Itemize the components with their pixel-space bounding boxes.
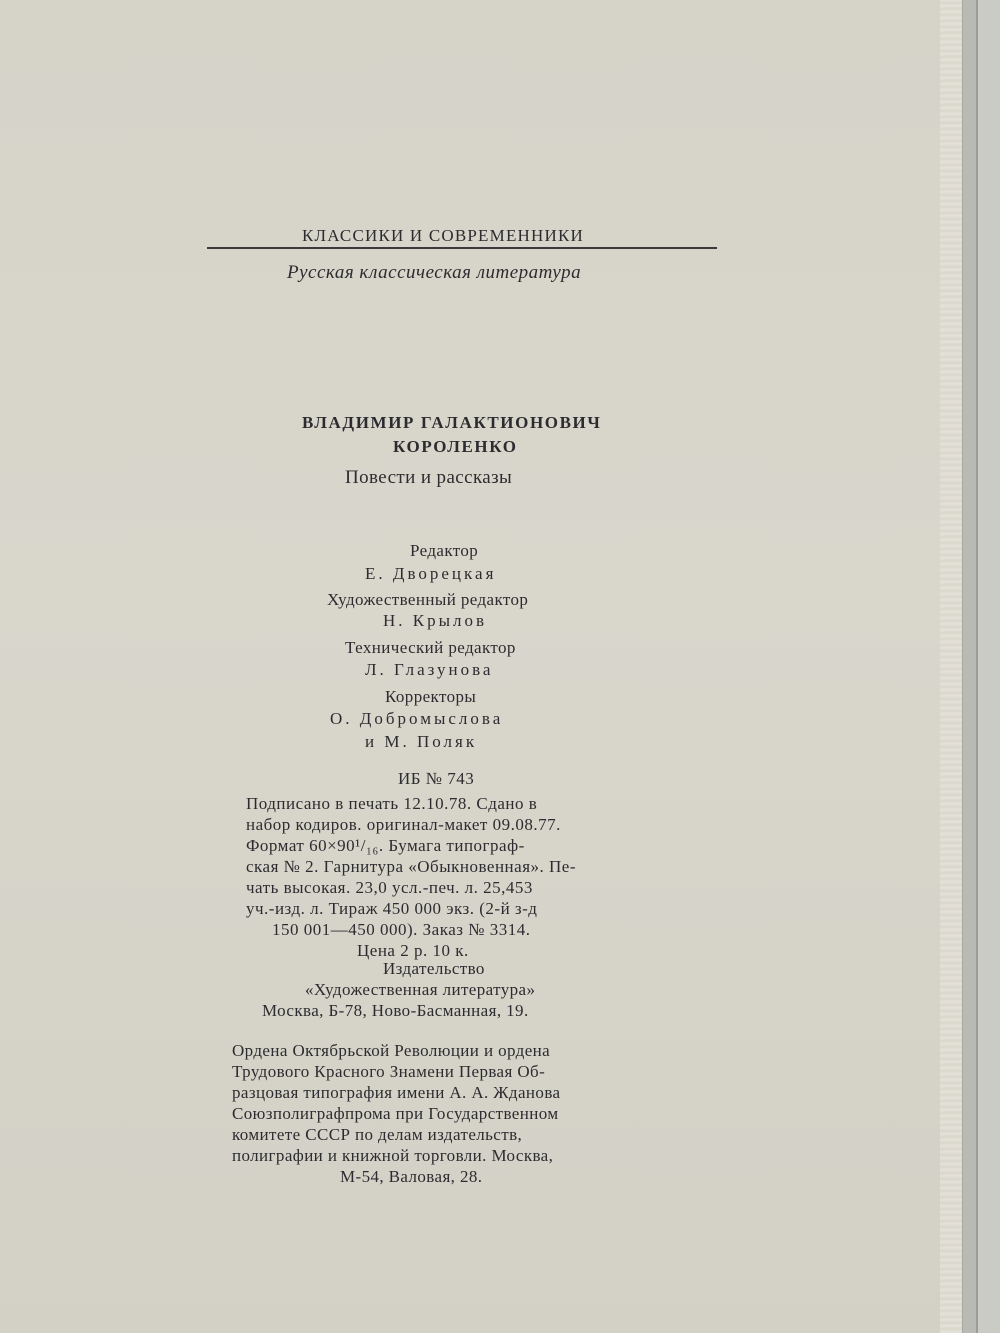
imprint-line: чать высокая. 23,0 усл.-печ. л. 25,453	[246, 878, 533, 897]
printer-line: разцовая типография имени А. А. Жданова	[232, 1083, 561, 1102]
imprint-line: Формат 60×90¹/₁₆. Бумага типограф-	[246, 836, 525, 855]
printer-line: М-54, Валовая, 28.	[340, 1167, 483, 1186]
credit-name-art-editor: Н. Крылов	[383, 611, 488, 630]
printer-line: Ордена Октябрьской Революции и ордена	[232, 1041, 551, 1060]
imprint-line: 150 001—450 000). Заказ № 3314.	[272, 920, 531, 939]
imprint-line: ская № 2. Гарнитура «Обыкновенная». Пе-	[246, 857, 576, 876]
credit-name-proofreader-1: О. Добромыслова	[330, 709, 504, 728]
page-edge	[940, 0, 963, 1333]
credit-name-proofreader-2: и М. Поляк	[365, 732, 478, 751]
credit-name-tech-editor: Л. Глазунова	[365, 660, 494, 679]
publisher-name: «Художественная литература»	[305, 980, 536, 999]
credit-role-proofreaders: Корректоры	[385, 687, 477, 706]
series-subtitle: Русская классическая литература	[287, 262, 582, 283]
imprint-line: Подписано в печать 12.10.78. Сдано в	[246, 794, 538, 813]
credit-name-editor: Е. Дворецкая	[365, 564, 497, 583]
publisher-address: Москва, Б-78, Ново-Басманная, 19.	[262, 1001, 529, 1020]
printer-line: Союзполиграфпрома при Государственном	[232, 1104, 559, 1123]
imprint-price: Цена 2 р. 10 к.	[357, 941, 469, 960]
credit-role-editor: Редактор	[410, 541, 479, 560]
credit-role-tech-editor: Технический редактор	[345, 638, 516, 657]
book-title: Повести и рассказы	[345, 467, 513, 488]
underlying-page-edge	[962, 0, 978, 1333]
publisher-label: Издательство	[383, 959, 485, 978]
author-name-line-2: КОРОЛЕНКО	[393, 437, 518, 456]
printer-line: Трудового Красного Знамени Первая Об-	[232, 1062, 546, 1081]
series-divider	[207, 247, 717, 249]
author-name-line-1: ВЛАДИМИР ГАЛАКТИОНОВИЧ	[302, 413, 602, 432]
imprint-line: уч.-изд. л. Тираж 450 000 экз. (2-й з-д	[246, 899, 538, 918]
imprint-line: набор кодиров. оригинал-макет 09.08.77.	[246, 815, 561, 834]
printer-line: полиграфии и книжной торговли. Москва,	[232, 1146, 554, 1165]
series-title: КЛАССИКИ И СОВРЕМЕННИКИ	[302, 226, 584, 245]
credit-role-art-editor: Художественный редактор	[327, 590, 529, 609]
imprint-ib-number: ИБ № 743	[398, 769, 475, 788]
printer-line: комитете СССР по делам издательств,	[232, 1125, 523, 1144]
